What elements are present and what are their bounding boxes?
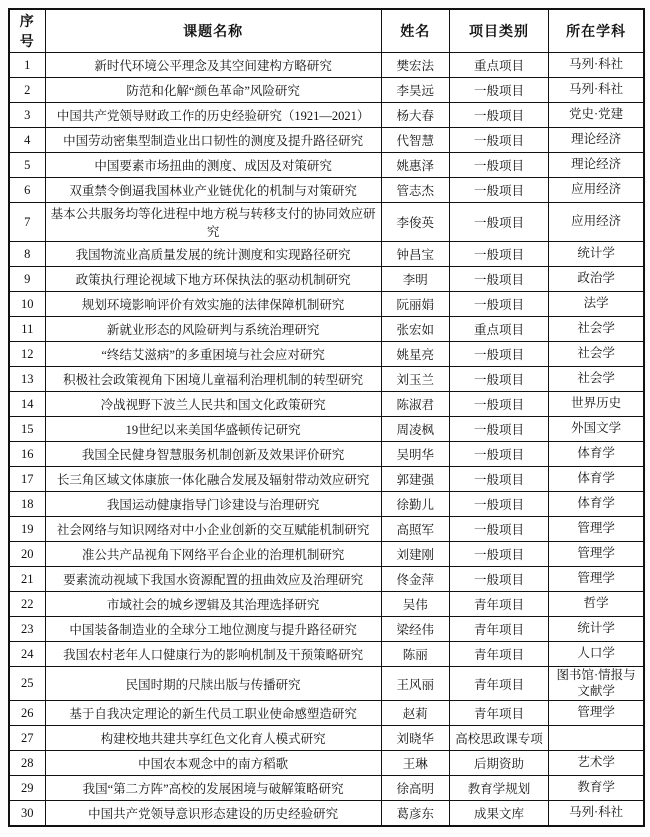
project-title: 中国农本观念中的南方稻歌: [45, 751, 381, 776]
person-name: 高照军: [381, 517, 449, 542]
person-name: 姚星亮: [381, 342, 449, 367]
project-title: 构建校地共建共享红色文化育人模式研究: [45, 726, 381, 751]
row-number: 26: [9, 701, 45, 726]
row-number: 3: [9, 103, 45, 128]
person-name: 阮丽娟: [381, 292, 449, 317]
row-number: 11: [9, 317, 45, 342]
project-category: 青年项目: [449, 701, 548, 726]
project-category: 重点项目: [449, 53, 548, 78]
row-number: 18: [9, 492, 45, 517]
discipline: 管理学: [549, 701, 644, 726]
project-category: 一般项目: [449, 467, 548, 492]
row-number: 14: [9, 392, 45, 417]
project-title: 政策执行理论视域下地方环保执法的驱动机制研究: [45, 267, 381, 292]
project-category: 一般项目: [449, 567, 548, 592]
project-title: 中国要素市场扭曲的测度、成因及对策研究: [45, 153, 381, 178]
person-name: 代智慧: [381, 128, 449, 153]
discipline: 马列·科社: [549, 78, 644, 103]
discipline: 艺术学: [549, 751, 644, 776]
row-number: 28: [9, 751, 45, 776]
project-title: 基本公共服务均等化进程中地方税与转移支付的协同效应研究: [45, 203, 381, 242]
person-name: 郭建强: [381, 467, 449, 492]
discipline: 图书馆·情报与文献学: [549, 667, 644, 701]
discipline: 法学: [549, 292, 644, 317]
table-row: [9, 178, 644, 203]
header-person-name: 姓名: [381, 9, 449, 53]
discipline: 管理学: [549, 517, 644, 542]
person-name: 陈淑君: [381, 392, 449, 417]
project-title: 中国共产党领导财政工作的历史经验研究（1921—2021）: [45, 103, 381, 128]
discipline: 马列·科社: [549, 53, 644, 78]
project-title: 我国农村老年人口健康行为的影响机制及干预策略研究: [45, 642, 381, 667]
table-row: [9, 317, 644, 342]
row-number: 27: [9, 726, 45, 751]
row-number: 15: [9, 417, 45, 442]
table-row: [9, 267, 644, 292]
project-title: 我国“第二方阵”高校的发展困境与破解策略研究: [45, 776, 381, 801]
table-row: [9, 392, 644, 417]
row-number: 19: [9, 517, 45, 542]
project-category: 一般项目: [449, 542, 548, 567]
header-project-category: 项目类别: [449, 9, 548, 53]
table-row: [9, 53, 644, 78]
project-title: 社会网络与知识网络对中小企业创新的交互赋能机制研究: [45, 517, 381, 542]
person-name: 周凌枫: [381, 417, 449, 442]
row-number: 20: [9, 542, 45, 567]
person-name: 刘玉兰: [381, 367, 449, 392]
discipline: 应用经济: [549, 203, 644, 242]
table-row: [9, 242, 644, 267]
project-category: 青年项目: [449, 667, 548, 701]
row-number: 17: [9, 467, 45, 492]
discipline: 社会学: [549, 317, 644, 342]
person-name: 李昊远: [381, 78, 449, 103]
project-title: 中国装备制造业的全球分工地位测度与提升路径研究: [45, 617, 381, 642]
table-row: [9, 153, 644, 178]
table-header-row: [9, 9, 644, 53]
project-category: 教育学规划: [449, 776, 548, 801]
person-name: 葛彦东: [381, 801, 449, 827]
discipline: 体育学: [549, 492, 644, 517]
project-title: 冷战视野下波兰人民共和国文化政策研究: [45, 392, 381, 417]
discipline: 应用经济: [549, 178, 644, 203]
header-project-title: 课题名称: [45, 9, 381, 53]
row-number: 25: [9, 667, 45, 701]
person-name: 张宏如: [381, 317, 449, 342]
discipline: 政治学: [549, 267, 644, 292]
row-number: 21: [9, 567, 45, 592]
discipline: 统计学: [549, 242, 644, 267]
project-category: 一般项目: [449, 103, 548, 128]
table-row: [9, 342, 644, 367]
project-category: 一般项目: [449, 517, 548, 542]
discipline: 马列·科社: [549, 801, 644, 827]
project-title: 要素流动视域下我国水资源配置的扭曲效应及治理研究: [45, 567, 381, 592]
discipline: 哲学: [549, 592, 644, 617]
table-row: [9, 467, 644, 492]
person-name: 王风丽: [381, 667, 449, 701]
discipline: 教育学: [549, 776, 644, 801]
person-name: 梁经伟: [381, 617, 449, 642]
person-name: 佟金萍: [381, 567, 449, 592]
discipline: 党史·党建: [549, 103, 644, 128]
row-number: 1: [9, 53, 45, 78]
person-name: 吴伟: [381, 592, 449, 617]
person-name: 徐高明: [381, 776, 449, 801]
row-number: 4: [9, 128, 45, 153]
person-name: 陈丽: [381, 642, 449, 667]
table-row: [9, 542, 644, 567]
table-row: [9, 417, 644, 442]
person-name: 刘建刚: [381, 542, 449, 567]
project-category: 一般项目: [449, 367, 548, 392]
row-number: 22: [9, 592, 45, 617]
table-row: [9, 517, 644, 542]
table-row: [9, 367, 644, 392]
discipline: 管理学: [549, 567, 644, 592]
row-number: 5: [9, 153, 45, 178]
table-row: [9, 617, 644, 642]
project-title: 民国时期的尺牍出版与传播研究: [45, 667, 381, 701]
row-number: 8: [9, 242, 45, 267]
person-name: 刘晓华: [381, 726, 449, 751]
table-row: [9, 751, 644, 776]
person-name: 吴明华: [381, 442, 449, 467]
discipline: 理论经济: [549, 128, 644, 153]
row-number: 23: [9, 617, 45, 642]
table-row: [9, 103, 644, 128]
project-title: 19世纪以来美国华盛顿传记研究: [45, 417, 381, 442]
discipline: 社会学: [549, 342, 644, 367]
discipline: 体育学: [549, 442, 644, 467]
project-category: 一般项目: [449, 392, 548, 417]
project-category: 一般项目: [449, 442, 548, 467]
project-category: 一般项目: [449, 292, 548, 317]
project-category: 高校思政课专项: [449, 726, 548, 751]
project-title: 准公共产品视角下网络平台企业的治理机制研究: [45, 542, 381, 567]
row-number: 6: [9, 178, 45, 203]
project-roster-table: [8, 8, 645, 827]
person-name: 樊宏法: [381, 53, 449, 78]
project-title: 我国物流业高质量发展的统计测度和实现路径研究: [45, 242, 381, 267]
project-title: 基于自我决定理论的新生代员工职业使命感塑造研究: [45, 701, 381, 726]
discipline: 社会学: [549, 367, 644, 392]
table-row: [9, 701, 644, 726]
project-title: “终结艾滋病”的多重困境与社会应对研究: [45, 342, 381, 367]
discipline: 世界历史: [549, 392, 644, 417]
project-category: 一般项目: [449, 78, 548, 103]
table-row: [9, 203, 644, 242]
table-row: [9, 128, 644, 153]
person-name: 赵莉: [381, 701, 449, 726]
table-row: [9, 492, 644, 517]
discipline: 外国文学: [549, 417, 644, 442]
project-category: 青年项目: [449, 617, 548, 642]
row-number: 13: [9, 367, 45, 392]
project-category: 一般项目: [449, 178, 548, 203]
person-name: 管志杰: [381, 178, 449, 203]
discipline: [549, 726, 644, 751]
project-category: 成果文库: [449, 801, 548, 827]
project-category: 重点项目: [449, 317, 548, 342]
table-row: [9, 776, 644, 801]
project-category: 青年项目: [449, 592, 548, 617]
row-number: 7: [9, 203, 45, 242]
project-title: 市域社会的城乡逻辑及其治理选择研究: [45, 592, 381, 617]
table-row: [9, 667, 644, 701]
row-number: 2: [9, 78, 45, 103]
table-row: [9, 801, 644, 827]
project-category: 一般项目: [449, 492, 548, 517]
project-category: 一般项目: [449, 203, 548, 242]
person-name: 徐勤儿: [381, 492, 449, 517]
project-title: 长三角区域文体康旅一体化融合发展及辐射带动效应研究: [45, 467, 381, 492]
row-number: 29: [9, 776, 45, 801]
project-title: 中国共产党领导意识形态建设的历史经验研究: [45, 801, 381, 827]
project-category: 一般项目: [449, 267, 548, 292]
project-title: 规划环境影响评价有效实施的法律保障机制研究: [45, 292, 381, 317]
table-row: [9, 567, 644, 592]
discipline: 统计学: [549, 617, 644, 642]
project-category: 一般项目: [449, 242, 548, 267]
project-category: 一般项目: [449, 417, 548, 442]
discipline: 理论经济: [549, 153, 644, 178]
header-row-number: 序号: [9, 9, 45, 53]
discipline: 体育学: [549, 467, 644, 492]
discipline: 管理学: [549, 542, 644, 567]
table-row: [9, 592, 644, 617]
person-name: 王琳: [381, 751, 449, 776]
project-title: 中国劳动密集型制造业出口韧性的测度及提升路径研究: [45, 128, 381, 153]
person-name: 钟昌宝: [381, 242, 449, 267]
table-row: [9, 292, 644, 317]
header-discipline: 所在学科: [549, 9, 644, 53]
person-name: 姚惠泽: [381, 153, 449, 178]
person-name: 李明: [381, 267, 449, 292]
discipline: 人口学: [549, 642, 644, 667]
row-number: 30: [9, 801, 45, 827]
row-number: 10: [9, 292, 45, 317]
person-name: 杨大春: [381, 103, 449, 128]
project-category: 一般项目: [449, 342, 548, 367]
table-row: [9, 726, 644, 751]
row-number: 9: [9, 267, 45, 292]
table-row: [9, 642, 644, 667]
project-category: 一般项目: [449, 153, 548, 178]
person-name: 李俊英: [381, 203, 449, 242]
row-number: 16: [9, 442, 45, 467]
project-category: 后期资助: [449, 751, 548, 776]
project-title: 新时代环境公平理念及其空间建构方略研究: [45, 53, 381, 78]
row-number: 12: [9, 342, 45, 367]
row-number: 24: [9, 642, 45, 667]
project-title: 我国运动健康指导门诊建设与治理研究: [45, 492, 381, 517]
project-title: 新就业形态的风险研判与系统治理研究: [45, 317, 381, 342]
table-row: [9, 78, 644, 103]
project-title: 双重禁令倒逼我国林业产业链优化的机制与对策研究: [45, 178, 381, 203]
table-row: [9, 442, 644, 467]
project-title: 我国全民健身智慧服务机制创新及效果评价研究: [45, 442, 381, 467]
project-category: 青年项目: [449, 642, 548, 667]
project-category: 一般项目: [449, 128, 548, 153]
project-title: 防范和化解“颜色革命”风险研究: [45, 78, 381, 103]
project-title: 积极社会政策视角下困境儿童福利治理机制的转型研究: [45, 367, 381, 392]
